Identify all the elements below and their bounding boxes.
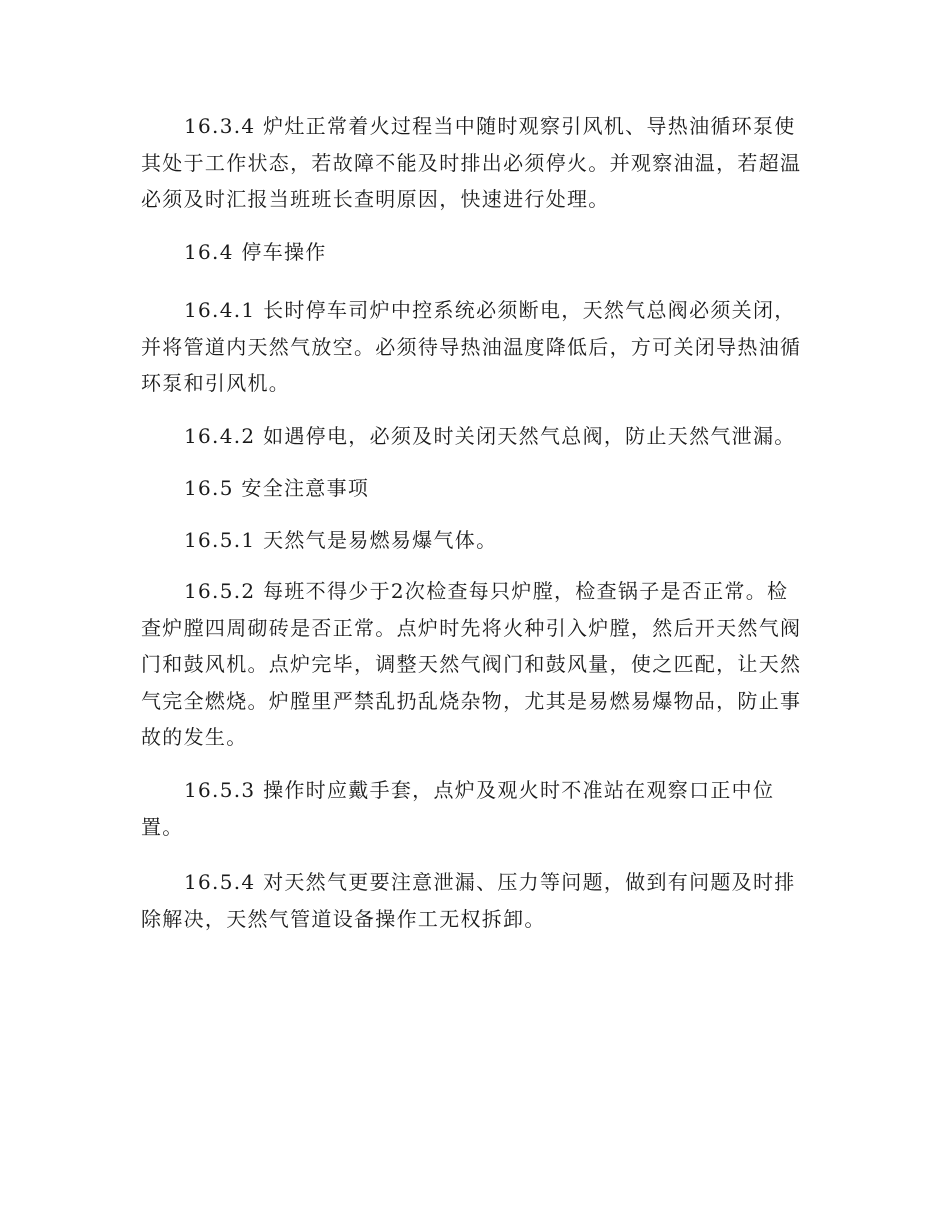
paragraph-16-5-4: 16.5.4 对天然气更要注意泄漏、压力等问题，做到有问题及时排除解决，天然气管道设备操作工无权拆卸。 — [141, 870, 796, 931]
paragraph-16-5-2: 16.5.2 每班不得少于2次检查每只炉膛，检查锅子是否正常。检查炉膛四周砌砖是否正常。点炉时先将火种引入炉膛，然后开天然气阀门和鼓风机。点炉完毕，调整天然气阀门和鼓风量，使之匹配，让天然气完全燃烧。炉膛里严禁乱扔乱烧杂物，尤其是易燃易爆物品，防止事故的发生。 — [141, 579, 802, 749]
paragraph-16-5-1: 16.5.1 天然气是易燃易爆气体。 — [184, 528, 498, 552]
paragraph-16-5-3: 16.5.3 操作时应戴手套，点炉及观火时不准站在观察口正中位置。 — [141, 778, 775, 839]
paragraph-16-3-4: 16.3.4 炉灶正常着火过程当中随时观察引风机、导热油循环泵使其处于工作状态，若故障不能及时排出必须停火。并观察油温，若超温必须及时汇报当班班长查明原因，快速进行处理。 — [141, 114, 802, 211]
heading-16-4: 16.4 停车操作 — [184, 240, 327, 264]
paragraph-16-4-1: 16.4.1 长时停车司炉中控系统必须断电，天然气总阀必须关闭，并将管道内天然气放空。必须待导热油温度降低后，方可关闭导热油循环泵和引风机。 — [141, 298, 802, 395]
heading-16-5: 16.5 安全注意事项 — [184, 476, 370, 500]
paragraph-16-4-2: 16.4.2 如遇停电，必须及时关闭天然气总阀，防止天然气泄漏。 — [184, 424, 796, 448]
